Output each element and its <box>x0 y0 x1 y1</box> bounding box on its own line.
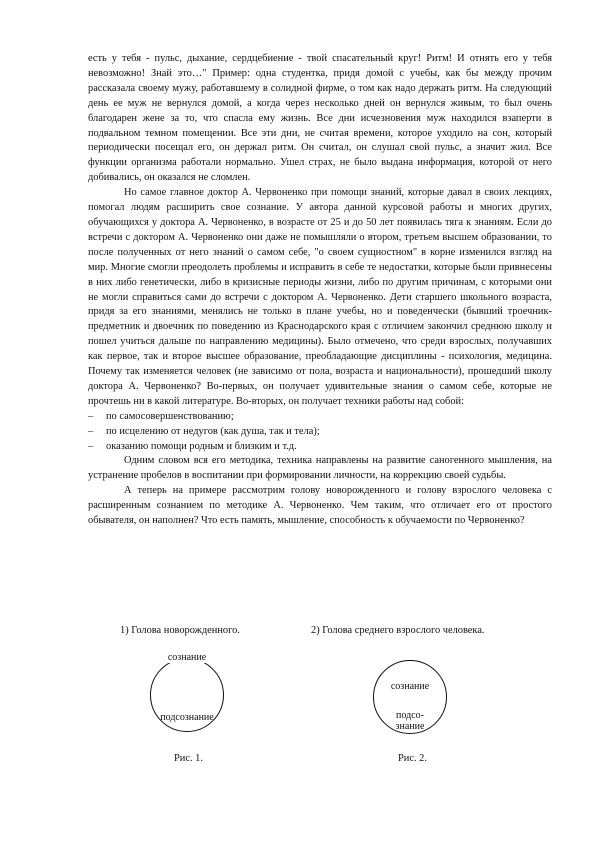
figure-1-caption: Рис. 1. <box>174 753 203 764</box>
list-item: – оказанию помощи родным и близким и т.д. <box>88 440 552 455</box>
paragraph-4: А теперь на примере рассмотрим голову новорожденного и голову взрослого человека с расширенным сознанием по методике А. Червоненко. Чем таким, что отличает его от простого обывателя, он наполнен? Что есть память, мышление, способность к обучаемости по Червоненко? <box>88 485 552 527</box>
figure-2-label-subconscious: подсо- знание <box>395 710 425 732</box>
figure-1-title: 1) Голова новорожденного. <box>120 625 240 636</box>
body-text <box>88 52 552 529</box>
list-item: – по исцелению от недугов (как душа, так и тела); <box>88 425 552 440</box>
figure-1-label-consciousness: сознание <box>160 652 214 663</box>
figure-1-label-subconscious: подсознание <box>160 712 214 723</box>
paragraph-3: Одним словом вся его методика, техника направлены на развитие саногенного мышления, на устранение пробелов в воспитании при формировании личности, на коррекцию своей судьбы. <box>88 455 552 482</box>
figure-2-caption: Рис. 2. <box>398 753 427 764</box>
paragraph-2: Но самое главное доктор А. Червоненко при помощи знаний, которые давал в своих лекциях, помогал людям расширить свое сознание. У автора данной курсовой работы и многих других, обучающихся у доктора А. Червоненко, в возрасте от 25 и до 50 лет появилась тяга к знаниям. Если до встречи с доктором А. Червоненко они даже не помышляли о втором, третьем высшем образовании, то после полученных от него знаний о самом себе, "о своем сущностном" в корне изменился взгляд на мир. Многие смогли преодолеть проблемы и исправить в себе те недостатки, которые были привнесены в них либо генетически, либо в кризисные периоды жизни, либо по другим причинам, с которыми они не могли справиться сами до встречи с доктором А. Червоненко. Дети старшего школьного возраста, придя за его знаниями, менялись не только в плане учебы, но и поведенчески (бывший троечник-предметник и двоечник по поведению из Краснодарского края с отличием закончил среднюю школу и пошел учиться дальше по направлению медицины). Было отмечено, что среди взрослых, получавших как первое, так и второе высшее образование, преобладающие дисциплины - психология, медицина. Почему так изменяется человек (не зависимо от пола, возраста и национальности), прошедший школу доктора А. Червоненко? Во-первых, он получает удивительные знания о самом себе, которые не прочтешь ни в какой литературе. Во-вторых, он получает техники работы над собой: <box>88 187 552 407</box>
figure-2-title: 2) Голова среднего взрослого человека. <box>311 625 485 636</box>
paragraph-1: есть у тебя - пульс, дыхание, сердцебиение - твой спасательный круг! Ритм! И отнять его у тебя невозможно! Знай это…" Пример: одна студентка, придя домой с учебы, как бы между прочим рассказала своему мужу, работавшему в солидной фирме, о том как надо держать ритм. На следующий день ее муж не вернулся домой, а когда через несколько дней он вернулся живым, то был очень благодарен жене за то, что спасла ему жизнь. Все дни исчезновения муж находился взаперти в подвальном темном помещении. Все эти дни, не считая времени, которое уходило на сон, который периодически посещал его, он держал ритм. Он считал, он слушал свой пульс, а значит жил. Все функции организма работали нормально. Ушел страх, не было выдана информация, которой от него добивались, он оказался не сломлен. <box>88 53 552 184</box>
list-item: – по самосовершенствованию; <box>88 410 552 425</box>
techniques-list <box>88 410 552 455</box>
figure-2-label-consciousness: сознание <box>390 681 430 692</box>
